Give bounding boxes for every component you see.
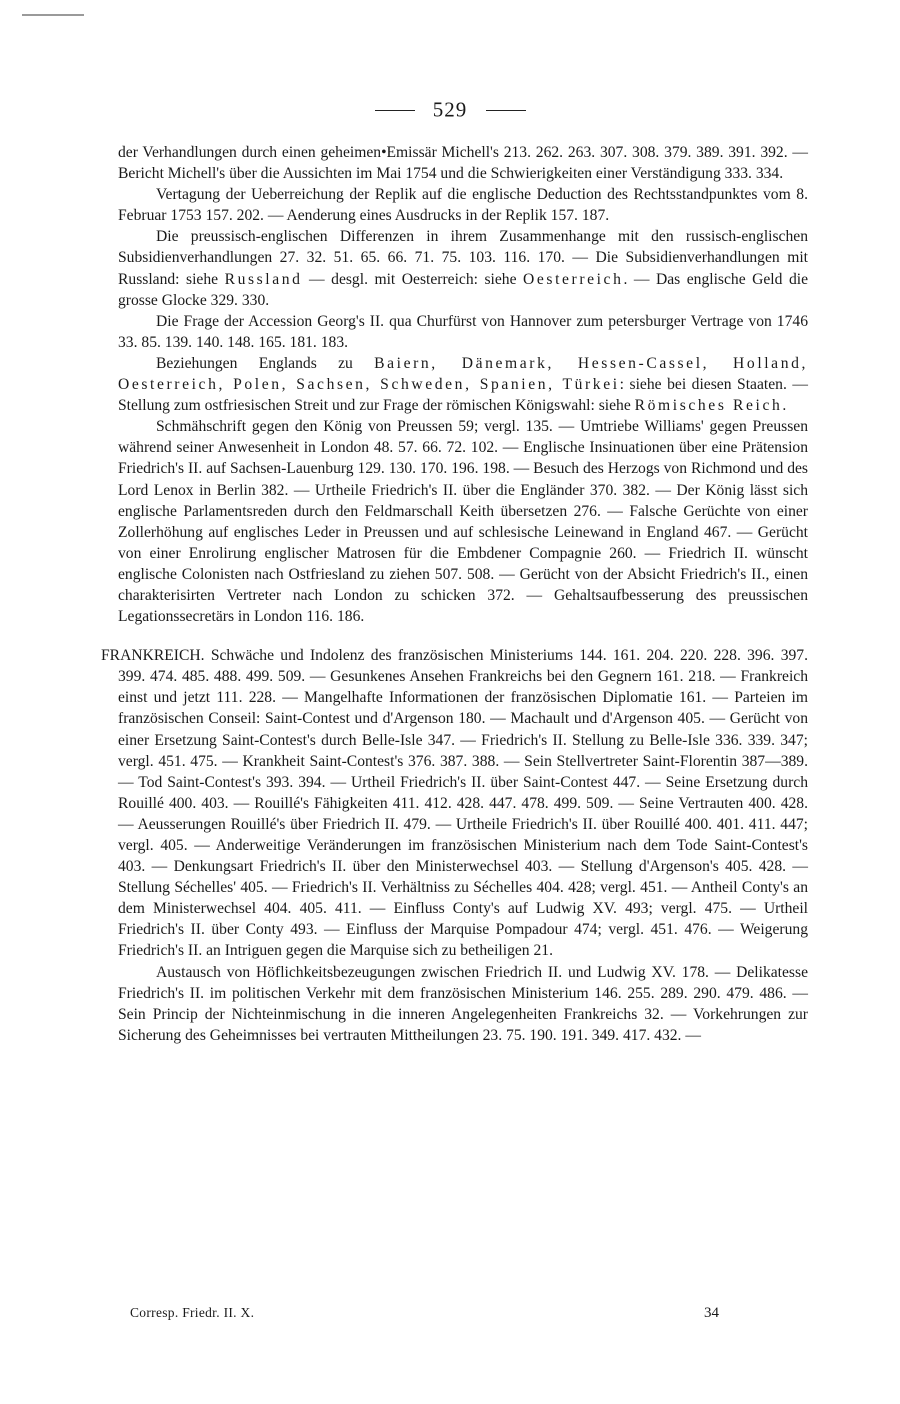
text-run: Beziehungen Englands zu	[156, 354, 375, 372]
spaced-reference: Römisches Reich	[634, 397, 783, 415]
text-run: .	[782, 397, 787, 415]
text-run: — desgl. mit Oesterreich: siehe	[302, 270, 524, 288]
header-rule-right	[486, 110, 526, 111]
index-entry-frankreich	[101, 645, 808, 961]
text-run: . — Das englische Geld die grosse Glocke 329. 330.	[118, 270, 808, 309]
spaced-reference: Russland	[224, 270, 303, 288]
text-run: der Verhandlungen durch einen geheimen•Emissär Michell's 213. 262. 263. 307. 308. 379. 389. 391. 392. — Bericht Michell's über die Aussichten im Mai 1754 und die Schwierigkeiten einer Verständigung 333. 334.	[118, 144, 808, 183]
text-run: Schmähschrift gegen den König von Preussen 59; vergl. 135. — Umtriebe Williams' gegen Preussen während seiner Anwesenheit in London 48. 57. 66. 72. 102. — Englische Insinuationen über eine Prätension Friedrich's II. auf Sachsen-Lauenburg 129. 130. 170. 196. 198. — Besuch des Herzogs von Richmond und des Lord Lenox in Berlin 382. — Urtheile Friedrich's II. über die Engländer 370. 382. — Der König lässt sich englische Parlamentsreden durch den Feldmarschall Keith übersetzen 276. — Falsche Gerüchte von einer Zollerhöhung auf englisches Leder in Preussen und auf schlesische Leinewand in England 467. — Gerücht von einer Enrolirung englischer Matrosen für die Embdener Compagnie 260. — Friedrich II. wünscht englische Colonisten nach Ostfriesland zu ziehen 507. 508. — Gerücht von der Absicht Friedrich's II., einen charakterisirten Vertreter nach London zu schicken 372. — Gehaltsaufbesserung des preussischen Legationssecretärs in London 116. 186.	[118, 418, 808, 626]
sheet-number: 34	[704, 1305, 719, 1321]
header-rule-left	[375, 110, 415, 111]
spaced-reference: Oesterreich	[523, 270, 624, 288]
paragraph-accession-georg	[118, 311, 808, 353]
index-text-body	[101, 142, 808, 1046]
scan-artifact-line	[22, 14, 84, 16]
paragraph-subsidienverhandlungen	[118, 226, 808, 310]
paragraph-beziehungen-englands	[118, 353, 808, 416]
text-run: Die Frage der Accession Georg's II. qua Churfürst von Hannover zum petersburger Vertrage von 1746 33. 85. 139. 140. 148. 165. 181. 183.	[118, 312, 808, 351]
page-number: 529	[432, 97, 468, 122]
text-run: Austausch von Höflichkeitsbezeugungen zwischen Friedrich II. und Ludwig XV. 178. — Delikatesse Friedrich's II. im politischen Verkehr mit dem französischen Ministerium 146. 255. 289. 290. 479. 486. — Sein Princip der Nichteinmischung in die inneren Angelegenheiten Frankreichs 32. — Vorkehrungen zur Sicherung des Geheimnisses bei vertrauten Mittheilungen 23. 75. 190. 191. 349. 417. 432. —	[118, 963, 808, 1044]
paragraph-michell-negotiations	[118, 142, 808, 184]
page-header	[0, 96, 900, 123]
paragraph-replik-vertagung	[118, 184, 808, 226]
text-run: : siehe bei diesen Staaten. — Stellung zum ostfriesischen Streit und zur Frage der römischen Königswahl: siehe	[118, 376, 808, 415]
paragraph-hoeflichkeitsbezeugungen	[118, 962, 808, 1046]
paragraph-schmaehschrift	[118, 416, 808, 627]
text-run: FRANKREICH. Schwäche und Indolenz des französischen Ministeriums 144. 161. 204. 220. 228. 396. 397. 399. 474. 485. 488. 499. 509. — Gesunkenes Ansehen Frankreichs bei den Gegnern 161. 218. — Frankreich einst und jetzt 111. 228. — Mangelhafte Informationen der französischen Diplomatie 161. — Parteien im französischen Conseil: Saint-Contest und d'Argenson 180. — Machault und d'Argenson 405. — Gerücht von einer Ersetzung Saint-Contest's durch Belle-Isle 347. — Friedrich's II. Stellung zu Belle-Isle 336. 339. 347; vergl. 451. 475. — Krankheit Saint-Contest's 376. 387. 388. — Sein Stellvertreter Saint-Florentin 387—389. — Tod Saint-Contest's 393. 394. — Urtheil Friedrich's II. über Saint-Contest 447. — Seine Ersetzung durch Rouillé 400. 403. — Rouillé's Fähigkeiten 411. 412. 428. 447. 478. 499. 509. — Seine Vertrauten 400. 428. — Aeusserungen Rouillé's über Friedrich II. 479. — Urtheile Friedrich's II. über Rouillé 400. 401. 411. 447; vergl. 405. — Anderweitige Veränderungen im französischen Ministerium nach dem Tode Saint-Contest's 403. — Denkungsart Friedrich's II. über den Ministerwechsel 403. — Stellung d'Argenson's 405. 428. — Stellung Séchelles' 405. — Friedrich's II. Verhältniss zu Séchelles 404. 428; vergl. 451. — Antheil Conty's an dem Ministerwechsel 404. 405. 411. — Einfluss Conty's auf Ludwig XV. 493; vergl. 475. — Urtheil Friedrich's II. über Conty 493. — Einfluss der Marquise Pompadour 474; vergl. 451. 476. — Weigerung Friedrich's II. an Intriguen gegen die Marquise sich zu betheiligen 21.	[101, 647, 808, 960]
text-run: Die preussisch-englischen Differenzen in ihrem Zusammenhange mit den russisch-englischen Subsidienverhandlungen 27. 32. 51. 65. 66. 71. 75. 103. 116. 170. — Die Subsidienverhandlungen mit Russland: siehe	[118, 228, 808, 288]
spaced-reference: Baiern, Dänemark, Hessen-Cassel, Holland, Oesterreich, Polen, Sachsen, Schweden, Spanien, Türkei	[118, 354, 808, 394]
signature-mark: Corresp. Friedr. II. X.	[130, 1305, 255, 1320]
text-run: Vertagung der Ueberreichung der Replik auf die englische Deduction des Rechtsstandpunktes vom 8. Februar 1753 157. 202. — Aenderung eines Ausdrucks in der Replik 157. 187.	[118, 186, 808, 225]
